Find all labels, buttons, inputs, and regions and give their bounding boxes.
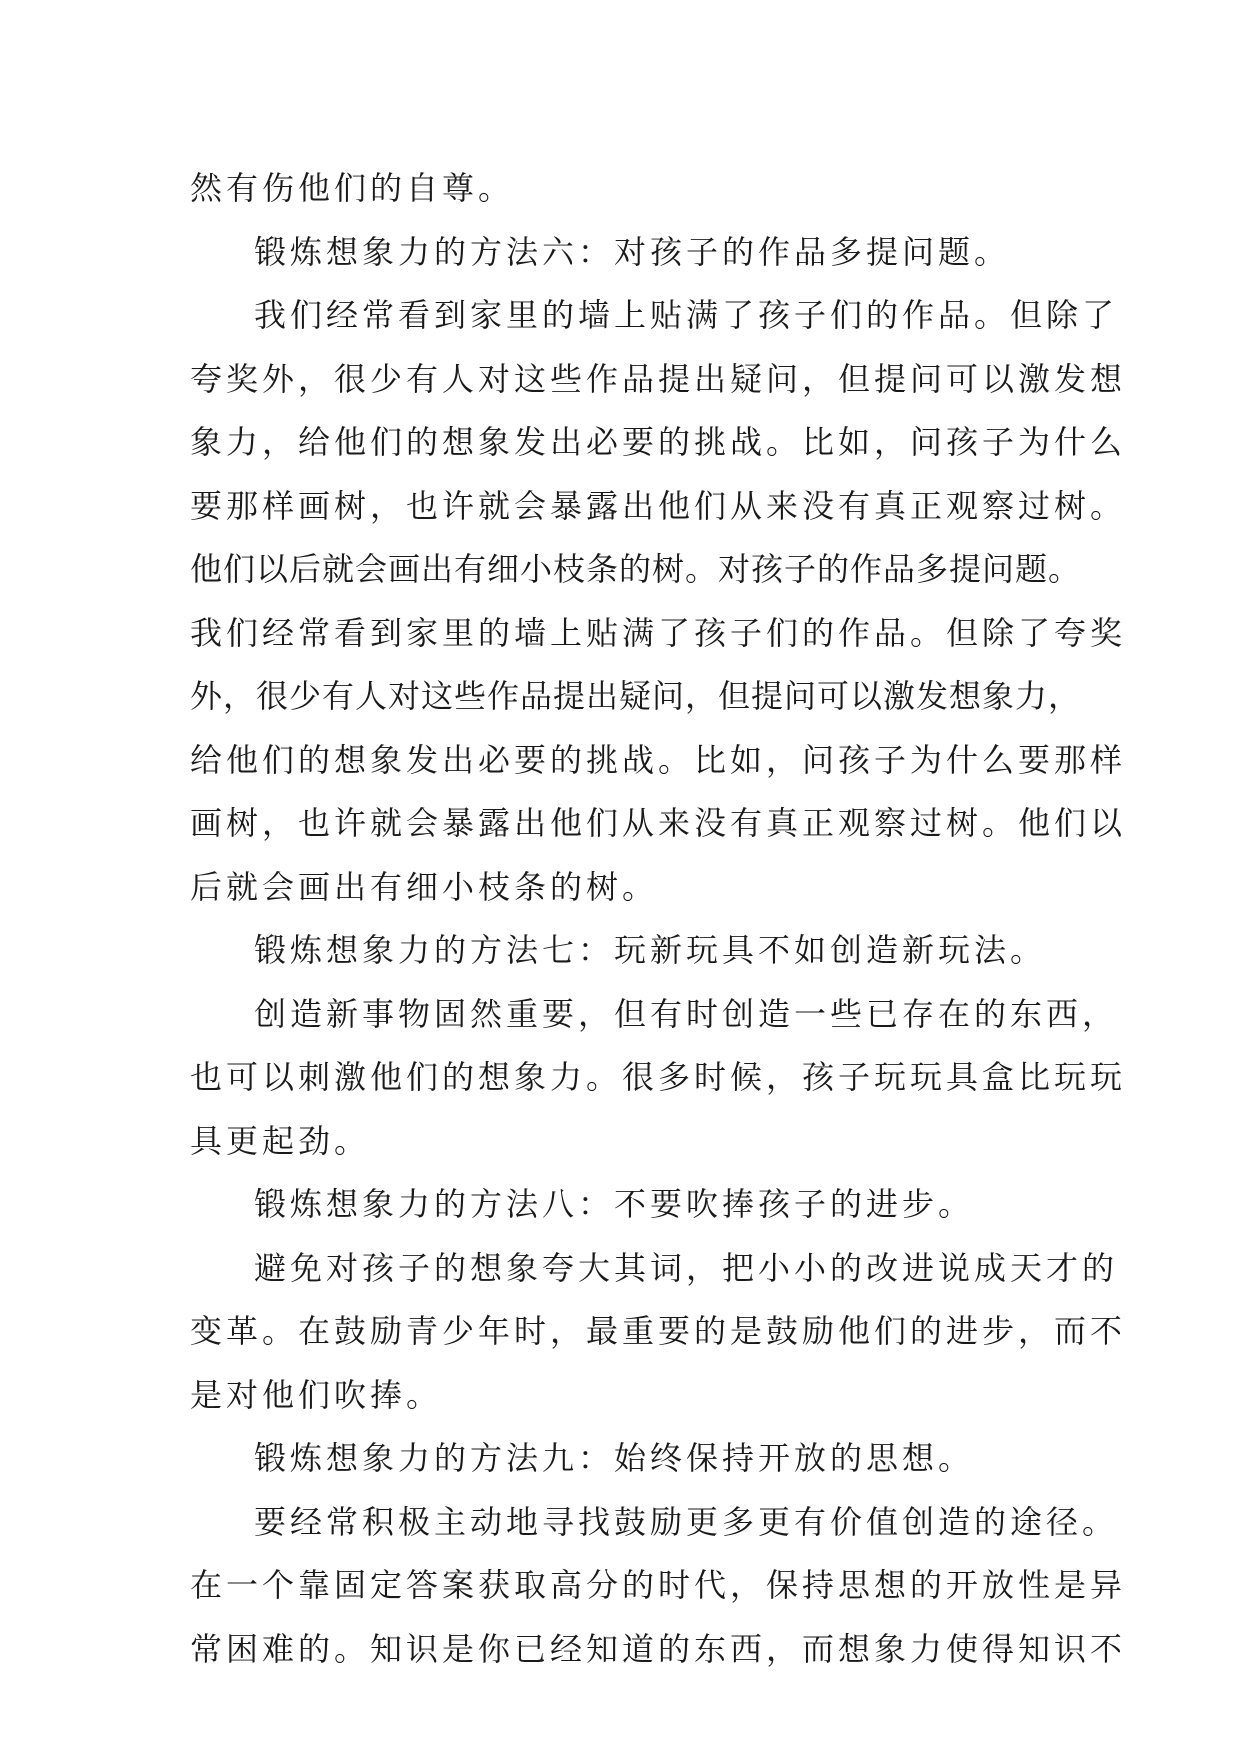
section-heading: 锻炼想象力的方法九：始终保持开放的思想。 (254, 1439, 975, 1477)
text-line: 在一个靠固定答案获取高分的时代，保持思想的开放性是异 (190, 1566, 1127, 1604)
text-line: 然有伤他们的自尊。 (190, 169, 515, 207)
text-line: 要经常积极主动地寻找鼓励更多更有价值创造的途径。 (254, 1502, 1119, 1541)
section-heading: 锻炼想象力的方法六：对孩子的作品多提问题。 (254, 232, 1011, 271)
text-line: 常困难的。知识是你已经知道的东西，而想象力使得知识不 (190, 1629, 1127, 1668)
text-line: 夸奖外，很少有人对这些作品提出疑问，但提问可以激发想 (190, 359, 1127, 398)
document-body (190, 157, 1127, 1681)
text-line: 我们经常看到家里的墙上贴满了孩子们的作品。但除了夸奖 (190, 613, 1127, 652)
section-heading: 锻炼想象力的方法七：玩新玩具不如创造新玩法。 (254, 931, 1047, 969)
text-line: 外，很少有人对这些作品提出疑问，但提问可以激发想象力， (190, 677, 1082, 715)
text-line: 要那样画树，也许就会暴露出他们从来没有真正观察过树。 (190, 486, 1127, 525)
text-line: 是对他们吹捧。 (190, 1375, 443, 1414)
text-line: 画树，也许就会暴露出他们从来没有真正观察过树。他们以 (190, 804, 1127, 842)
text-line: 后就会画出有细小枝条的树。 (190, 867, 659, 906)
text-line: 创造新事物固然重要，但有时创造一些已存在的东西， (254, 994, 1119, 1033)
text-line: 我们经常看到家里的墙上贴满了孩子们的作品。但除了 (254, 296, 1119, 334)
text-line: 他们以后就会画出有细小枝条的树。对孩子的作品多提问题。 (190, 550, 1082, 588)
text-line: 也可以刺激他们的想象力。很多时候，孩子玩玩具盒比玩玩 (190, 1058, 1127, 1096)
text-line: 给他们的想象发出必要的挑战。比如，问孩子为什么要那样 (190, 740, 1127, 779)
text-line: 象力，给他们的想象发出必要的挑战。比如，问孩子为什么 (190, 423, 1127, 461)
section-heading: 锻炼想象力的方法八：不要吹捧孩子的进步。 (254, 1185, 975, 1223)
text-line: 变革。在鼓励青少年时，最重要的是鼓励他们的进步，而不 (190, 1312, 1127, 1350)
text-line: 避免对孩子的想象夸大其词，把小小的改进说成天才的 (254, 1248, 1119, 1287)
text-line: 具更起劲。 (190, 1121, 371, 1160)
